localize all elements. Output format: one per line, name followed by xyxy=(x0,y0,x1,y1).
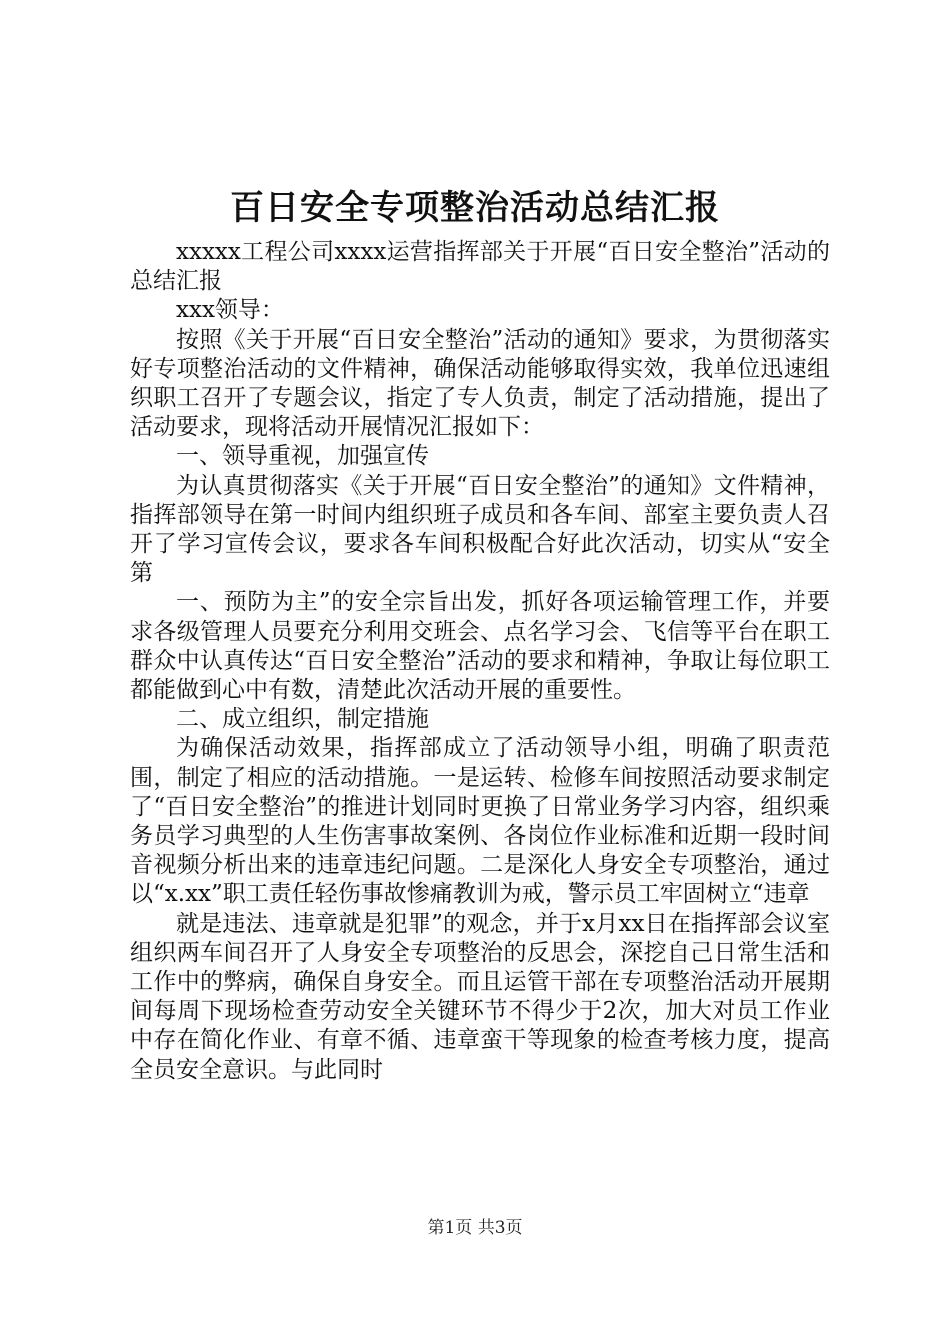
paragraph-heading-line: xxxxx工程公司xxxx运营指挥部关于开展“百日安全整治”活动的总结汇报 xyxy=(130,239,830,295)
document-title: 百日安全专项整治活动总结汇报 xyxy=(230,188,720,228)
document-body xyxy=(130,238,830,1085)
section-heading-1: 一、领导重视，加强宣传 xyxy=(176,443,429,470)
paragraph-section-2b: 就是违法、违章就是犯罪”的观念，并于x月xx日在指挥部会议室组织两车间召开了人身安全专项整治的反思会，深挖自己日常生活和工作中的弊病，确保自身安全。而且运管干部在专项整治活动开展期间每周下现场检查劳动安全关键环节不得少于2次，加大对员工作业中存在简化作业、有章不循、违章蛮干等现象的检查考核力度，提高全员安全意识。与此同时 xyxy=(130,910,830,1083)
page-number-footer: 第1页 共3页 xyxy=(427,1218,523,1238)
paragraph-section-2a: 为确保活动效果，指挥部成立了活动领导小组，明确了职责范围，制定了相应的活动措施。一是运转、检修车间按照活动要求制定了“百日安全整治”的推进计划同时更换了日常业务学习内容，组织乘务员学习典型的人生伤害事故案例、各岗位作业标准和近期一段时间音视频分析出来的违章违纪问题。二是深化人身安全专项整治，通过以“x.xx”职工责任轻伤事故惨痛教训为戒，警示员工牢固树立“违章 xyxy=(130,735,830,908)
section-heading-2: 二、成立组织，制定措施 xyxy=(176,706,429,733)
paragraph-section-1a: 为认真贯彻落实《关于开展“百日安全整治”的通知》文件精神，指挥部领导在第一时间内组织班子成员和各车间、部室主要负责人召开了学习宣传会议，要求各车间积极配合好此次活动，切实从“安全第 xyxy=(130,472,830,587)
paragraph-section-1b: 一、预防为主”的安全宗旨出发，抓好各项运输管理工作，并要求各级管理人员要充分利用交班会、点名学习会、飞信等平台在职工群众中认真传达“百日安全整治”活动的要求和精神，争取让每位职工都能做到心中有数，清楚此次活动开展的重要性。 xyxy=(130,589,830,704)
paragraph-salutation: xxx领导： xyxy=(176,297,284,324)
paragraph-intro: 按照《关于开展“百日安全整治”活动的通知》要求，为贯彻落实好专项整治活动的文件精神，确保活动能够取得实效，我单位迅速组织职工召开了专题会议，指定了专人负责，制定了活动措施，提出了活动要求，现将活动开展情况汇报如下： xyxy=(130,326,830,441)
